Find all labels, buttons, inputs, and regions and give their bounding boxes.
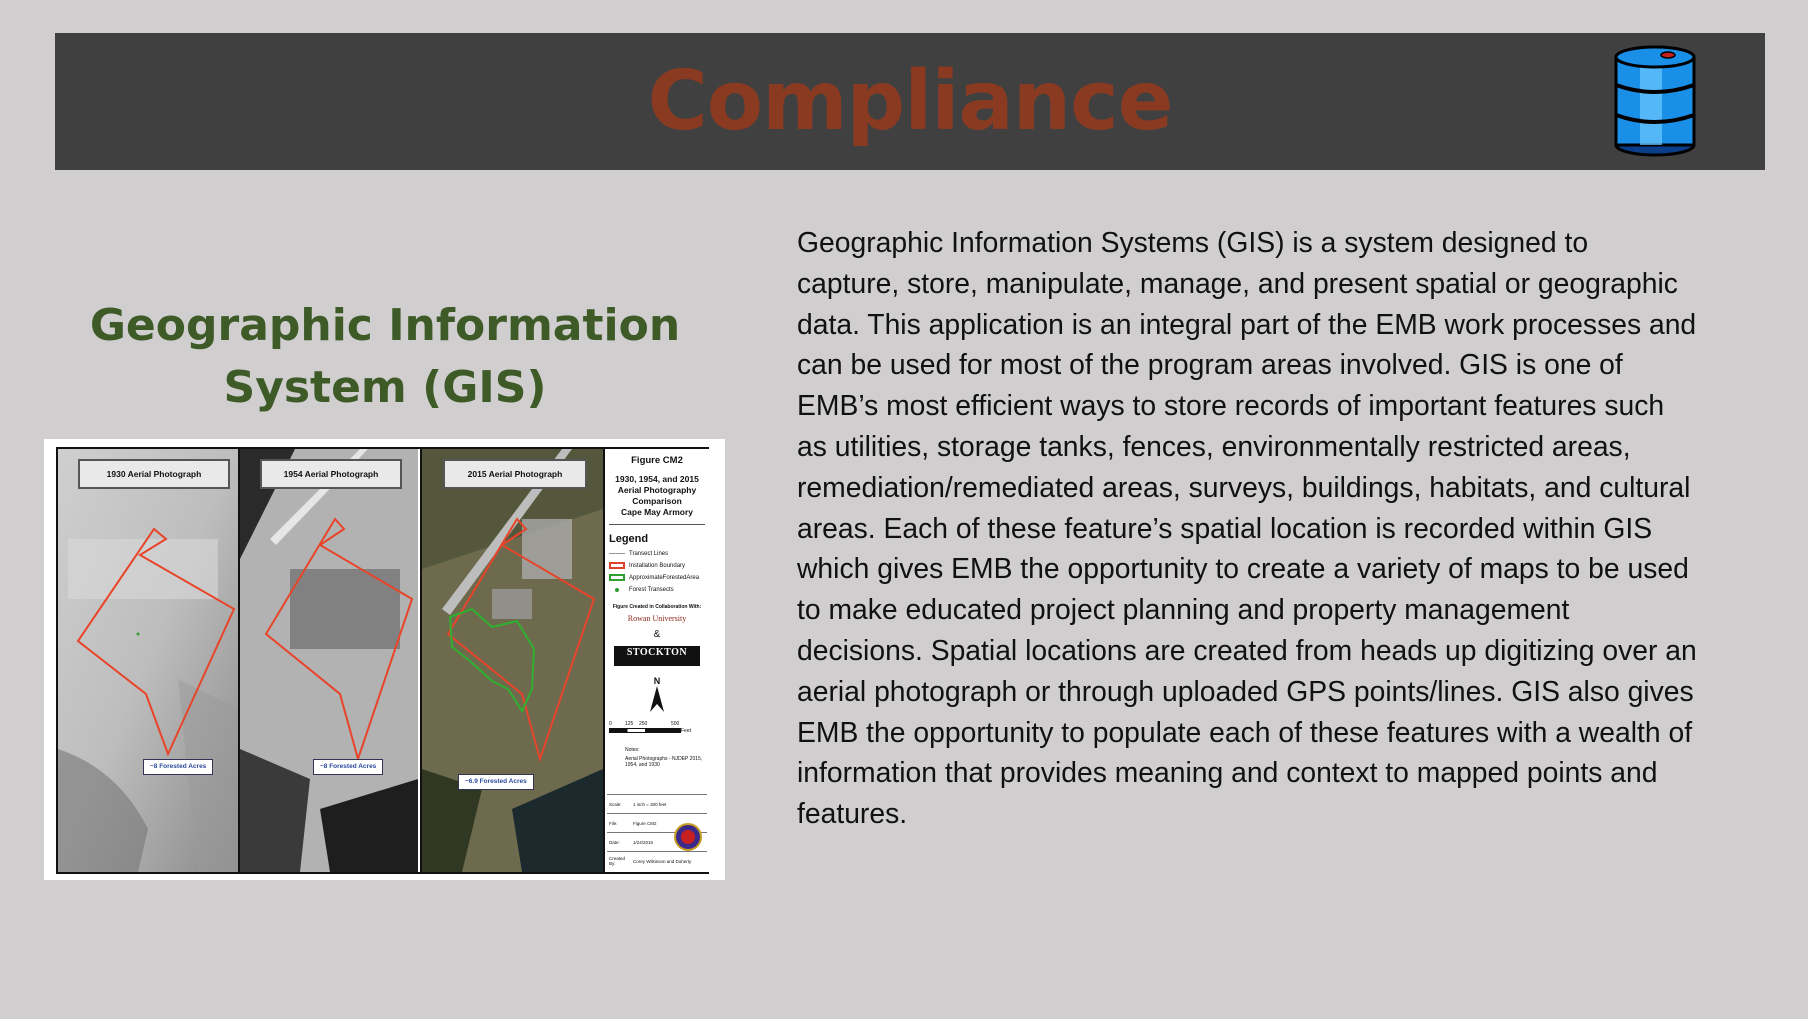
acre-label-2015: ~6.9 Forested Acres — [458, 774, 534, 790]
rowan-logo: Rowan University — [627, 614, 687, 623]
figure-info-table — [607, 794, 707, 870]
acre-label-1954: ~8 Forested Acres — [313, 759, 383, 775]
photo-label-1930: 1930 Aerial Photograph — [78, 459, 230, 489]
legend-item: Installation Boundary — [609, 561, 709, 570]
info-row: Scale: 1 inch = 300 feet — [607, 794, 707, 813]
notes-text: Aerial Photographs - NJDEP 2015, 1954, and 1930 — [625, 756, 703, 768]
photo-label-1954: 1954 Aerial Photograph — [260, 459, 402, 489]
photo-label-2015: 2015 Aerial Photograph — [443, 459, 587, 489]
map-legend-panel — [603, 449, 709, 872]
figure-frame — [56, 447, 709, 874]
oil-barrel-icon — [1610, 43, 1700, 158]
north-label: N — [653, 676, 661, 686]
section-heading — [45, 295, 725, 419]
legend-item: Forest Transects — [609, 585, 709, 594]
stockton-logo: STOCKTON — [614, 646, 700, 666]
aerial-photo-2015 — [420, 449, 605, 872]
legend-swatch — [609, 574, 625, 581]
info-row: Date: 1/24/2016 — [607, 832, 707, 851]
legend-item: ApproximateForestedArea — [609, 573, 709, 582]
notes-label: Notes: — [625, 747, 640, 753]
aerial-photo-1930 — [58, 449, 238, 872]
north-arrow — [605, 676, 709, 717]
header-bar — [55, 33, 1765, 170]
legend-swatch — [609, 553, 625, 554]
ampersand: & — [653, 629, 661, 640]
legend-divider — [609, 524, 705, 525]
section-heading-line1: Geographic Information — [89, 300, 681, 351]
collaboration-note: Figure Created in Collaboration With: — [612, 604, 702, 610]
section-heading-line2: System (GIS) — [223, 362, 547, 413]
page-title: Compliance — [647, 54, 1173, 149]
figure-number: Figure CM2 — [631, 455, 683, 466]
body-paragraph: Geographic Information Systems (GIS) is a system designed to capture, store, manipulate, manage, and present spatial or geographic data. This application is an integral part of the EMB work processes and can be used for most of the program areas involved. GIS is one of EMB’s most efficient ways to store records of important features such as utilities, storage tanks, fences, environmentally restricted areas, remediation/remediated areas, surveys, buildings, habitats, and cultural areas. Each of these feature’s spatial location is recorded within GIS which gives EMB the opportunity to create a variety of maps to be used to make educated project planning and property management decisions. Spatial locations are created from heads up digitizing over an aerial photograph or through uploaded GPS points/lines. GIS also gives EMB the opportunity to populate each of these features with a wealth of information that provides meaning and context to mapped points and features. — [797, 226, 1697, 830]
figure-subtitle: 1930, 1954, and 2015 Aerial Photography Comparison Cape May Armory — [615, 474, 699, 517]
legend-heading: Legend — [609, 533, 649, 545]
scale-bar: 0 125 250 500 Feet — [609, 721, 692, 734]
north-arrow-icon — [650, 686, 664, 712]
acre-label-1930: ~8 Forested Acres — [143, 759, 213, 775]
seal-icon — [673, 822, 703, 852]
info-row: File: Figure CM2 — [607, 813, 707, 832]
aerial-photo-1954 — [238, 449, 420, 872]
gis-figure — [44, 439, 725, 880]
legend-swatch — [615, 588, 619, 592]
legend-swatch — [609, 562, 625, 569]
legend-item: Transect Lines — [609, 549, 709, 558]
info-row: Created By: Corey Wilkinson and Doherty — [607, 851, 707, 870]
